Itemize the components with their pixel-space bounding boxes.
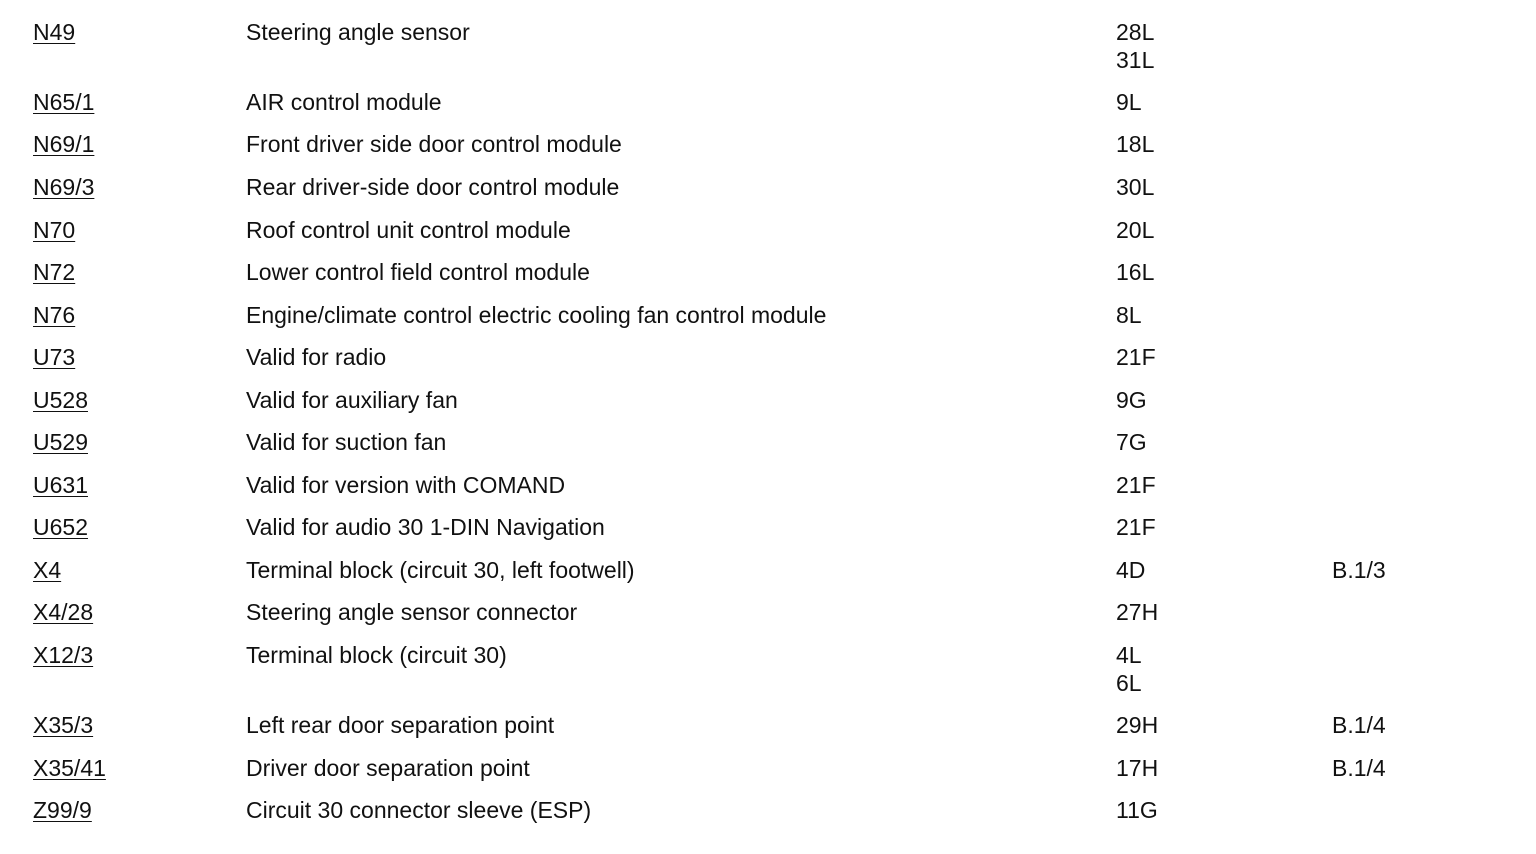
grid-location-value: 30L [1116,174,1155,200]
component-description: Valid for version with COMAND [246,472,566,498]
diagram-reference: B.1/3 [1332,557,1386,583]
grid-location-value: 31L [1116,47,1155,73]
component-code-link-u528[interactable]: U528 [33,387,88,413]
component-description: Steering angle sensor connector [246,599,578,625]
component-code-link-x4-28[interactable]: X4/28 [33,599,94,625]
grid-location [1116,216,1154,244]
grid-location [1116,428,1147,456]
component-code-link-z99-9[interactable]: Z99/9 [33,797,92,823]
component-code-link-u73[interactable]: U73 [33,344,76,370]
diagram-reference: B.1/4 [1332,755,1386,781]
component-description: Circuit 30 connector sleeve (ESP) [246,797,592,823]
grid-location [1116,343,1156,371]
grid-location-value: 4L [1116,642,1142,668]
component-description: Left rear door separation point [246,712,555,738]
component-description: Engine/climate control electric cooling fan control module [246,302,827,328]
component-code-link-u631[interactable]: U631 [33,472,88,498]
component-description: Driver door separation point [246,755,530,781]
grid-location-value: 21F [1116,472,1156,498]
component-code-link-u529[interactable]: U529 [33,429,88,455]
grid-location [1116,754,1158,782]
grid-location [1116,796,1158,824]
component-code-link-n69-3[interactable]: N69/3 [33,174,95,200]
component-description: Valid for suction fan [246,429,447,455]
grid-location [1116,711,1158,739]
component-code-link-n76[interactable]: N76 [33,302,76,328]
grid-location [1116,513,1156,541]
component-code-link-n65-1[interactable]: N65/1 [33,89,95,115]
component-code-link-x35-3[interactable]: X35/3 [33,712,94,738]
component-description: Valid for auxiliary fan [246,387,458,413]
diagram-reference: B.1/4 [1332,712,1386,738]
grid-location [1116,88,1142,116]
grid-location [1116,641,1142,697]
grid-location [1116,386,1147,414]
grid-location [1116,556,1145,584]
component-description: Roof control unit control module [246,217,571,243]
component-code-link-x35-41[interactable]: X35/41 [33,755,106,781]
grid-location [1116,301,1142,329]
grid-location-value: 29H [1116,712,1159,738]
component-description: Terminal block (circuit 30, left footwell) [246,557,635,583]
component-description: Terminal block (circuit 30) [246,642,507,668]
component-code-link-x12-3[interactable]: X12/3 [33,642,94,668]
grid-location-value: 16L [1116,259,1155,285]
grid-location [1116,173,1154,201]
grid-location-value: 21F [1116,514,1156,540]
grid-location-value: 9L [1116,89,1142,115]
component-code-link-n49[interactable]: N49 [33,19,76,45]
grid-location-value: 9G [1116,387,1147,413]
grid-location-value: 6L [1116,670,1142,696]
grid-location-value: 17H [1116,755,1159,781]
component-code-link-x4[interactable]: X4 [33,557,62,583]
component-description: Front driver side door control module [246,131,622,157]
component-description: Rear driver-side door control module [246,174,620,200]
grid-location-value: 28L [1116,19,1155,45]
grid-location-value: 21F [1116,344,1156,370]
grid-location-value: 11G [1116,797,1158,823]
component-code-link-n69-1[interactable]: N69/1 [33,131,95,157]
grid-location-value: 4D [1116,557,1146,583]
grid-location-value: 27H [1116,599,1159,625]
grid-location [1116,598,1158,626]
component-code-link-n70[interactable]: N70 [33,217,76,243]
component-code-link-u652[interactable]: U652 [33,514,88,540]
grid-location [1116,258,1154,286]
component-description: AIR control module [246,89,442,115]
grid-location [1116,18,1154,74]
grid-location-value: 7G [1116,429,1147,455]
component-description: Lower control field control module [246,259,590,285]
grid-location-value: 8L [1116,302,1142,328]
grid-location-value: 20L [1116,217,1155,243]
grid-location [1116,130,1154,158]
component-description: Steering angle sensor [246,19,470,45]
grid-location [1116,471,1156,499]
grid-location-value: 18L [1116,131,1155,157]
component-description: Valid for audio 30 1-DIN Navigation [246,514,605,540]
component-code-link-n72[interactable]: N72 [33,259,76,285]
component-description: Valid for radio [246,344,387,370]
